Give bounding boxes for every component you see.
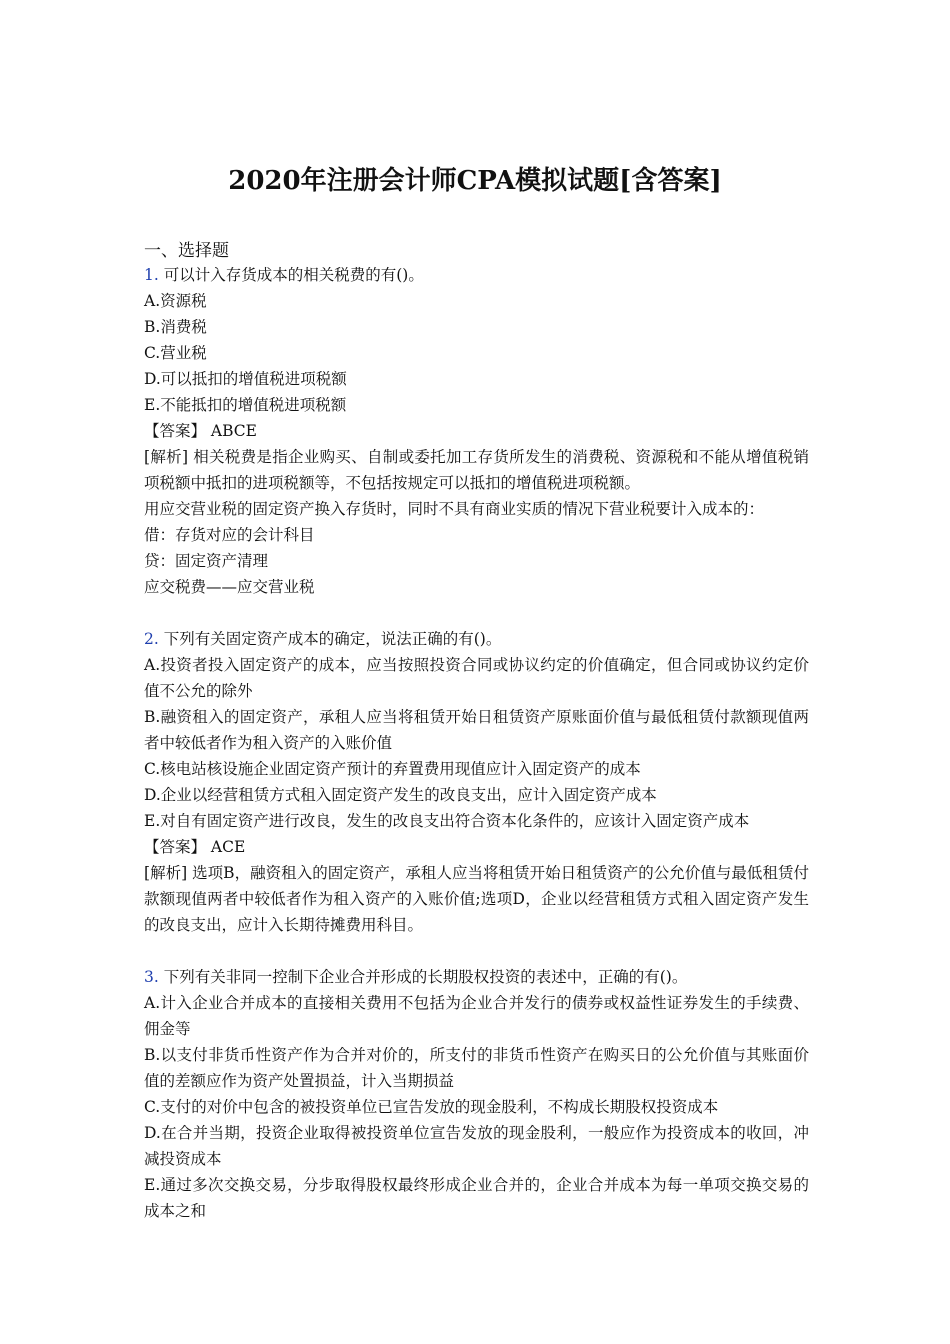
option-d: D.企业以经营租赁方式租入固定资产发生的改良支出，应计入固定资产成本 bbox=[144, 786, 657, 804]
option-a: A.投资者投入固定资产的成本，应当按照投资合同或协议约定的价值确定，但合同或协议约定价值不公允的除外 bbox=[144, 656, 809, 700]
option-b: B.以支付非货币性资产作为合并对价的，所支付的非货币性资产在购买日的公允价值与其账面价值的差额应作为资产处置损益，计入当期损益 bbox=[144, 1046, 809, 1090]
spacer bbox=[144, 938, 809, 964]
journal-entry-debit: 借：存货对应的会计科目 bbox=[144, 526, 315, 544]
question-text: 可以计入存货成本的相关税费的有()。 bbox=[163, 266, 424, 284]
spacer bbox=[144, 600, 809, 626]
journal-entry-credit-sub: 应交税费——应交营业税 bbox=[144, 578, 315, 596]
analysis-paragraph: 用应交营业税的固定资产换入存货时，同时不具有商业实质的情况下营业税要计入成本的： bbox=[144, 500, 765, 518]
question-1 bbox=[144, 262, 809, 600]
document-title: 2020年注册会计师CPA模拟试题[含答案] bbox=[228, 166, 722, 196]
option-d: D.在合并当期，投资企业取得被投资单位宣告发放的现金股利，一般应作为投资成本的收回，冲减投资成本 bbox=[144, 1124, 809, 1168]
answer: 【答案】 ACE bbox=[144, 838, 246, 856]
question-text: 下列有关非同一控制下企业合并形成的长期股权投资的表述中，正确的有()。 bbox=[163, 968, 688, 986]
option-c: C.支付的对价中包含的被投资单位已宣告发放的现金股利，不构成长期股权投资成本 bbox=[144, 1098, 719, 1116]
option-e: E.对自有固定资产进行改良，发生的改良支出符合资本化条件的，应该计入固定资产成本 bbox=[144, 812, 750, 830]
analysis-paragraph: [解析] 选项B，融资租入的固定资产，承租人应当将租赁开始日租赁资产的公允价值与最低租赁付款额现值两者中较低者作为租入资产的入账价值;选项D，企业以经营租赁方式租入固定资产发生的改良支出，应计入长期待摊费用科目。 bbox=[144, 864, 809, 934]
section-heading: 一、选择题 bbox=[144, 241, 229, 261]
answer: 【答案】 ABCE bbox=[144, 422, 257, 440]
option-a: A.计入企业合并成本的直接相关费用不包括为企业合并发行的债券或权益性证券发生的手续费、佣金等 bbox=[144, 994, 809, 1038]
analysis-paragraph: [解析] 相关税费是指企业购买、自制或委托加工存货所发生的消费税、资源税和不能从增值税销项税额中抵扣的进项税额等，不包括按规定可以抵扣的增值税进项税额。 bbox=[144, 448, 809, 492]
document-body bbox=[144, 240, 809, 1224]
option-b: B.消费税 bbox=[144, 318, 207, 336]
question-2 bbox=[144, 626, 809, 938]
question-number: 1. bbox=[144, 266, 159, 284]
option-e: E.不能抵扣的增值税进项税额 bbox=[144, 396, 347, 414]
option-a: A.资源税 bbox=[144, 292, 207, 310]
question-text: 下列有关固定资产成本的确定，说法正确的有()。 bbox=[163, 630, 502, 648]
question-stem bbox=[144, 262, 809, 288]
question-number: 2. bbox=[144, 630, 159, 648]
option-e: E.通过多次交换交易，分步取得股权最终形成企业合并的，企业合并成本为每一单项交换交易的成本之和 bbox=[144, 1176, 809, 1220]
question-3 bbox=[144, 964, 809, 1224]
question-number: 3. bbox=[144, 968, 159, 986]
question-stem bbox=[144, 964, 809, 990]
option-c: C.核电站核设施企业固定资产预计的弃置费用现值应计入固定资产的成本 bbox=[144, 760, 641, 778]
option-d: D.可以抵扣的增值税进项税额 bbox=[144, 370, 347, 388]
option-c: C.营业税 bbox=[144, 344, 207, 362]
option-b: B.融资租入的固定资产，承租人应当将租赁开始日租赁资产原账面价值与最低租赁付款额现值两者中较低者作为租入资产的入账价值 bbox=[144, 708, 809, 752]
journal-entry-credit: 贷：固定资产清理 bbox=[144, 552, 269, 570]
question-stem bbox=[144, 626, 809, 652]
